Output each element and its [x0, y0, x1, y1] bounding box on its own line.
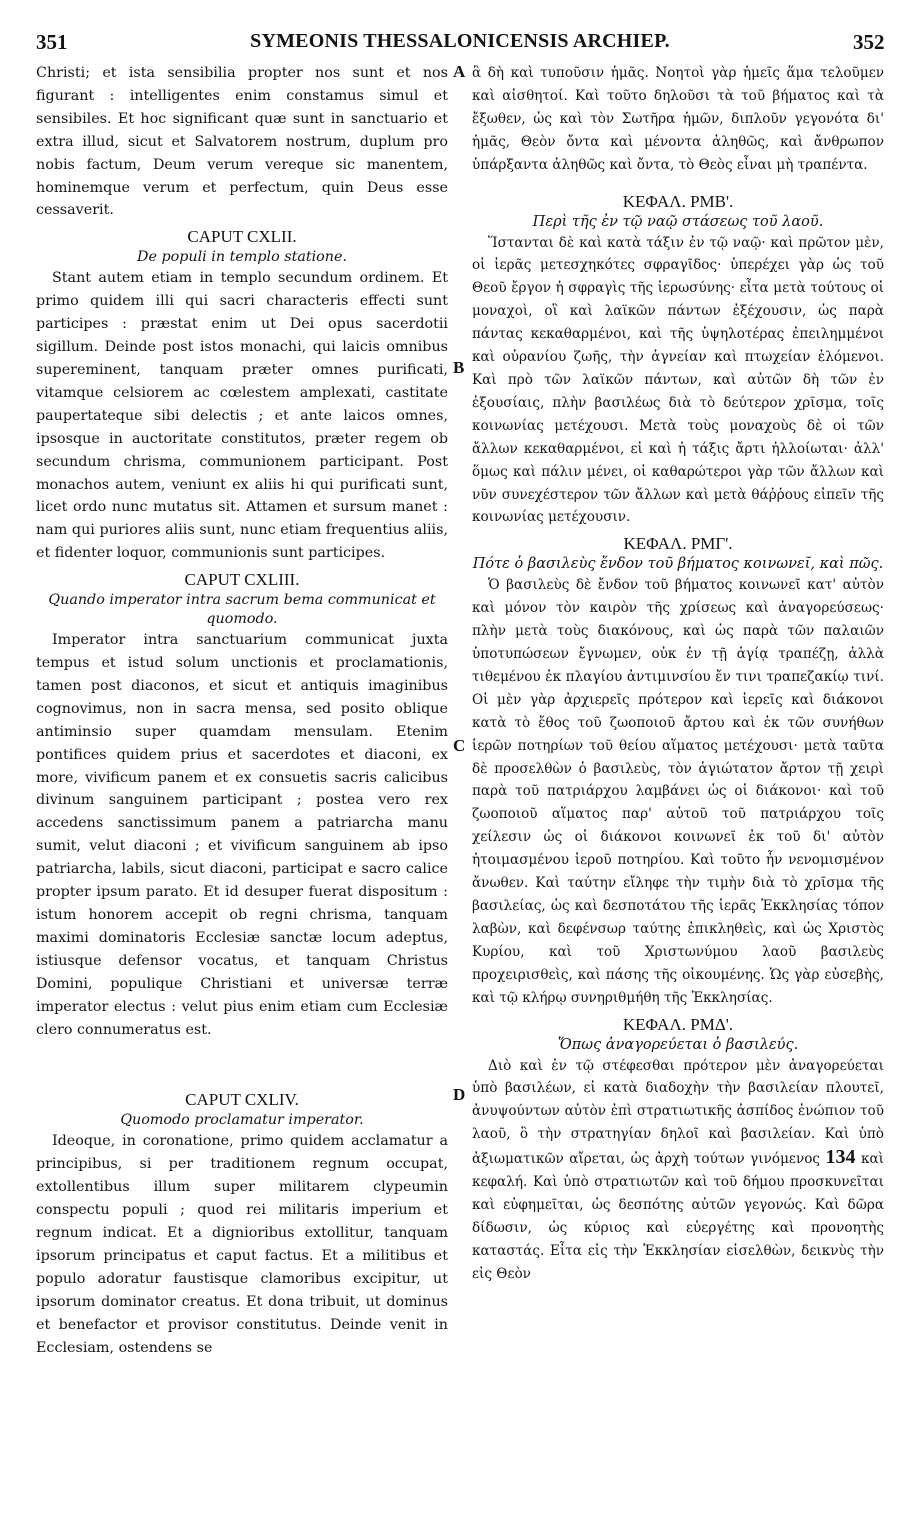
page-number-right: 352	[853, 30, 885, 54]
latin-cap144-subtitle: Quomodo proclamatur imperator.	[120, 1112, 364, 1129]
latin-intro: Christi; et ista sensibilia propter nos sunt et nos figurant : intelligentes enim constamus simul et sensibiles. Et hoc significant quæ sunt in sanctuario et extra illud, sicut et Salvatorem nostrum, duplum pro nobis factum, Deum verum vereque sic manentem, hominemque verum et perfectum, quin Deus esse cessaverit.	[36, 65, 448, 219]
margin-letter-a: A	[453, 62, 466, 81]
latin-cap144-title: CAPUT CXLIV.	[185, 1090, 299, 1110]
page-number-left: 351	[36, 30, 68, 54]
greek-cap142-title: ΚΕΦΑΛ. ΡΜΒ'.	[622, 191, 734, 211]
latin-cap142-subtitle: De populi in templo statione.	[137, 249, 347, 266]
greek-cap144-title: ΚΕΦΑΛ. ΡΜΔ'.	[622, 1014, 734, 1034]
latin-cap143-subtitle: Quando imperator intra sacrum bema communicat et quomodo.	[48, 592, 436, 628]
margin-letter-c: C	[453, 736, 466, 755]
latin-cap143-title: CAPUT CXLIII.	[184, 570, 300, 590]
latin-column	[36, 62, 448, 1360]
greek-cap144-text-b: καὶ κεφαλή. Καὶ ὑπὸ στρατιωτῶν καὶ τοῦ δήμου προσκυνεῖται καὶ εὐφημεῖται, ὡς δεσπότης αὐτῶν γεγονώς. Καὶ δῶρα δίδωσιν, ὡς κύριος καὶ εὐεργέτης καὶ προνοητὴς καταστάς. Εἶτα εἰς τὴν Ἐκκλησίαν εἰσελθὼν, δεικνὺς τὴν εἰς Θεὸν	[472, 1151, 885, 1282]
greek-cap144-subtitle: Ὅπως ἀναγορεύεται ὁ βασιλεύς.	[557, 1036, 799, 1053]
greek-column	[472, 62, 884, 1286]
running-header	[0, 30, 916, 60]
greek-cap143-subtitle: Πότε ὁ βασιλεὺς ἔνδον τοῦ βήματος κοινωνεῖ, καὶ πῶς.	[472, 556, 884, 573]
latin-cap142-title: CAPUT CXLII.	[187, 227, 297, 247]
greek-cap144-text-a: Διὸ καὶ ἐν τῷ στέφεσθαι πρότερον μὲν ἀναγορεύεται ὑπὸ βασιλέων, εἰ κατὰ διαδοχὴν τὴν βασιλείαν πλουτεῖ, ἀνυψούντων αὐτὸν ἐπὶ στρατιωτικῆς ἀσπίδος ἐνώπιον τοῦ λαοῦ, ὃ τὴν στρατηγίαν δηλοῖ καὶ βασιλείαν. Καὶ ὑπὸ ἀξιωματικῶν αἴρεται, ὡς ἀρχὴ τούτων γινόμενος	[472, 1057, 884, 1168]
margin-letter-d: D	[453, 1085, 466, 1104]
greek-cap143-title: ΚΕΦΑΛ. ΡΜΓ'.	[623, 534, 733, 554]
latin-cap144-text: Ideoque, in coronatione, primo quidem acclamatur a principibus, si per traditionem regnum occupat, extollentibus illum super militarem clypeumin conspectu populi ; quod rei militaris imperium et regnum indicat. Et a dignioribus extollitur, tanquam ipsorum principatus et caput factus. Et a militibus et populo adoratur faustisque clamoribus excipitur, ut ipsorum dominator creatus. Et dona tribuit, ut dominus et benefactor et provisor constitutus. Deinde venit in Ecclesiam, ostendens se	[36, 1133, 448, 1356]
greek-cap142-subtitle: Περὶ τῆς ἐν τῷ ναῷ στάσεως τοῦ λαοῦ.	[532, 213, 824, 230]
greek-cap143-text: Ὁ βασιλεὺς δὲ ἔνδον τοῦ βήματος κοινωνεῖ κατ' αὐτὸν καὶ μόνον τὸν καιρὸν τῆς χρίσεως καὶ ἀναγορεύσεως· πλὴν μετὰ τοὺς διακόνους, καὶ ὡς παρὰ τῶν παλαιῶν ὑποτυπώσεων ἔγνωμεν, οὐκ ἐν τῇ ἁγίᾳ τραπέζῃ, ἀλλὰ τιθεμένου ἐκ πλαγίου ἀντιμινσίου ἔν τινι τραπεζακίῳ τινί. Οἱ μὲν γὰρ ἀρχιερεῖς πρότερον καὶ ἱερεῖς καὶ διάκονοι κατὰ τὸ ἔθος τοῦ ζωοποιοῦ ἄρτου καὶ ἐκ τῶν συνήθων ἱερῶν ποτηρίων τοῦ θείου αἵματος μετέχουσι· μετὰ ταῦτα δὲ προσελθὼν ὁ βασιλεὺς, τὸν ἁγιώτατον ἄρτον τῇ χειρὶ παρὰ τοῦ πατριάρχου λαμβάνει ὡς οἱ διάκονοι· καὶ τοῦ ζωοποιοῦ αἵματος παρ' αὐτοῦ τοῦ πατριάρχου τοῖς χείλεσιν ὡς οἱ διάκονοι κοινωνεῖ ἐκ τοῦ δι' αὐτὸν ἡτοιμασμένου ἱεροῦ ποτηρίου. Καὶ τοῦτο ἦν νενομισμένον ἄνωθεν. Καὶ ταύτην εἴληφε τὴν τιμὴν διὰ τὸ χρῖσμα τῆς βασιλείας, ὡς καὶ δεσποτάτου τῆς ἱερᾶς Ἐκκλησίας τόπον λαβὼν, καὶ δεφένσωρ ταύτης ἐπικληθεὶς, καὶ ὡς Χριστὸς Κυρίου, καὶ τοῦ Χριστωνύμου λαοῦ βασιλεὺς προχειρισθεὶς, καὶ πάσης τῆς οἰκουμένης. Ὡς γὰρ εὐσεβὴς, καὶ τῷ κλήρῳ συνηριθμήθη τῆς Ἐκκλησίας.	[472, 577, 884, 1006]
page-marker: 134	[825, 1146, 856, 1169]
latin-cap142-text: Stant autem etiam in templo secundum ordinem. Et primo quidem illi qui sacri characteris effecti sunt participes : præstat enim ut Dei opus sacerdotii sigillum. Deinde post istos monachi, qui laicis omnibus supereminent, tanquam præter omnes purificati, vitamque celsiorem ac cœlestem amplexati, castitate paupertateque sibi delectis ; et ante laicos omnes, ipsosque in auctoritate constitutos, præter regem ob secundum chrisma, communionem participant. Post monachos autem, veniunt ex aliis hi qui purificati sunt, licet ordo nunc mutatus sit. Attamen et sursum manet : nam qui puriores aliis sunt, nunc etiam frequentius aliis, et fidenter loquor, communionis sunt participes.	[36, 270, 448, 562]
margin-letter-b: B	[453, 358, 465, 377]
running-title: SYMEONIS THESSALONICENSIS ARCHIEP.	[250, 30, 670, 52]
latin-cap143-text: Imperator intra sanctuarium communicat juxta tempus et istud solum unctionis et proclamationis, tamen post diaconos, et sicut et antiquis imaginibus cognovimus, non in sacra mensa, sed posito oblique antiminsio super quamdam mensulam. Etenim pontifices quidem prius et sacerdotes et diaconi, ex more, vivificum panem et ex consuetis sacris calicibus divinum sanguinem participant ; postea vero rex accedens sanctissimum panem a patriarcha manu sumit, velut diaconi ; et vivificum sanguinem ab ipso patriarcha, labils, sicut diaconi, participat e sacro calice propter ipsum parato. Et id desuper fuerat dispositum : istum honorem accepit ob regni chrisma, tanquam maximi dominatoris Ecclesiæ sanctæ locum adeptus, istiusque defensor vocatus, et tanquam Christus Domini, populique Christiani et universæ terræ imperator electus : velut pius enim etiam cum Ecclesiæ clero connumeratus est.	[36, 632, 448, 1038]
greek-cap142-text: Ἵστανται δὲ καὶ κατὰ τάξιν ἐν τῷ ναῷ· καὶ πρῶτον μὲν, οἱ ἱερᾶς μετεσχηκότες σφραγῖδος· ὑπερέχει γὰρ ὡς τοῦ Θεοῦ ἔργον ἡ σφραγὶς τῆς ἱερωσύνης· εἶτα μετὰ τούτους οἱ μοναχοὶ, οἳ καὶ λαϊκῶν πάντων ἐξέχουσιν, ὡς παρὰ πάντας κεκαθαρμένοι, καὶ τῆς ὑψηλοτέρας ἐπειλημμένοι καὶ οὐρανίου ζωῆς, τὴν ἁγνείαν καὶ πτωχείαν ἑλόμενοι. Καὶ πρὸ τῶν λαϊκῶν πάντων, καὶ αὐτῶν δὴ τῶν ἐν ἐξουσίαις, πλὴν βασιλέως διὰ τὸ δεύτερον χρῖσμα, τοῖς κοινωνίας μετέχουσι. Μετὰ τοὺς μοναχοὺς δὲ οἱ τῶν ἄλλων κεκαθαρμένοι, εἰ καὶ ἡ τάξις ἄρτι ἠλλοίωται· ἀλλ' ὅμως καὶ πάλιν μένει, οἱ καθαρώτεροι γὰρ τῶν ἄλλων καὶ νῦν συνεχέστερον τῶν ἄλλων καὶ μετὰ θάῤῥους εἰπεῖν τῆς κοινωνίας μετέχουσιν.	[472, 234, 884, 526]
greek-cap144-text	[472, 1055, 884, 1286]
greek-intro: ἃ δὴ καὶ τυποῦσιν ἡμᾶς. Νοητοὶ γὰρ ἡμεῖς ἅμα τελοῦμεν καὶ αἰσθητοί. Καὶ τοῦτο δηλοῦσι τὰ τοῦ βήματος καὶ τὰ ἔξωθεν, ὡς καὶ τὸν Σωτῆρα ἡμῶν, διπλοῦν γεγονότα δι' ἡμᾶς, Θεὸν ὄντα καὶ μένοντα ἀληθῶς, καὶ ἄνθρωπον ὑπάρξαντα ἀληθῶς καὶ ὄντα, τὸ Θεὸς εἶναι μὴ τραπέντα.	[472, 65, 884, 173]
